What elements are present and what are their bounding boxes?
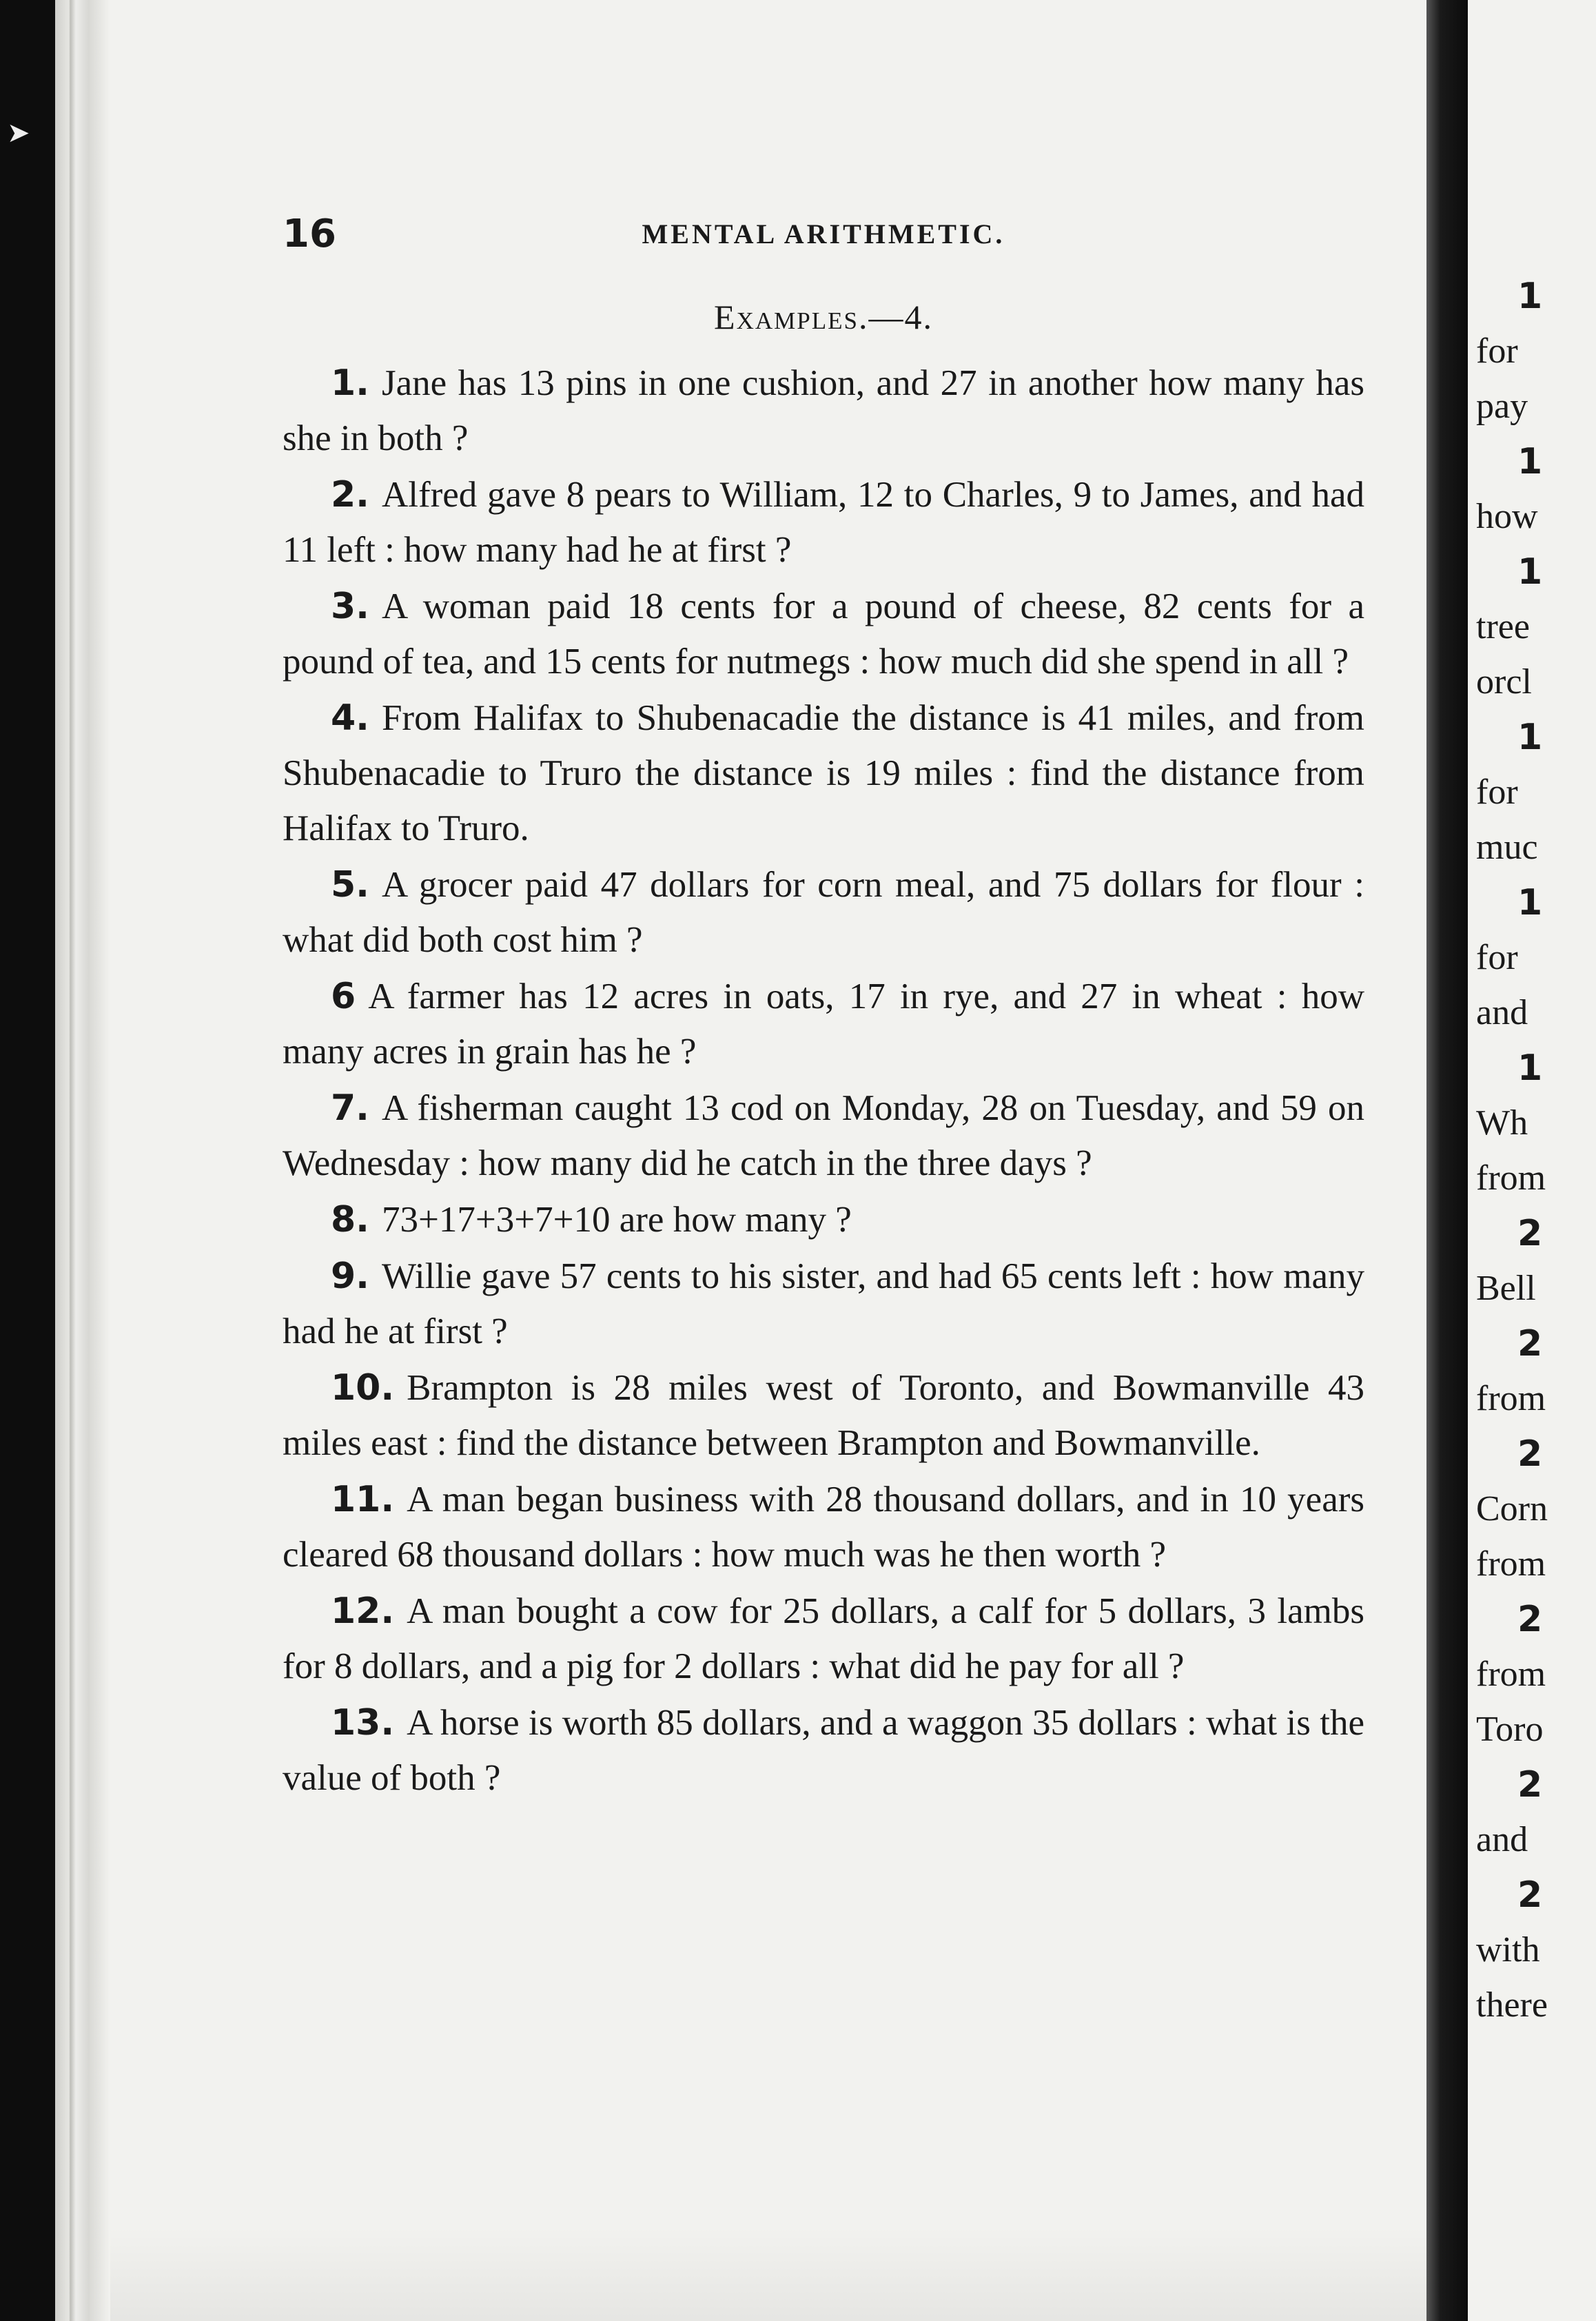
fragment-word: pay xyxy=(1476,387,1528,426)
page-shadow xyxy=(110,2226,1482,2321)
facing-page-fragment xyxy=(1476,269,1596,324)
running-head: MENTAL ARITHMETIC. xyxy=(642,218,1005,249)
problem-item xyxy=(283,969,1364,1079)
facing-page-fragment xyxy=(1476,1647,1596,1702)
facing-page-fragment xyxy=(1476,1868,1596,1923)
facing-page-fragment xyxy=(1476,1592,1596,1647)
problem-number: 5. xyxy=(331,864,369,906)
facing-page-fragment xyxy=(1476,1206,1596,1261)
facing-page-fragment xyxy=(1476,1096,1596,1151)
problem-item xyxy=(283,1360,1364,1471)
facing-page-fragment xyxy=(1476,544,1596,600)
facing-page-fragment xyxy=(1476,324,1596,379)
facing-page-fragment xyxy=(1476,820,1596,875)
facing-page-fragment xyxy=(1476,1923,1596,1978)
fragment-word: and xyxy=(1476,1820,1528,1859)
fragment-number: 2 xyxy=(1517,1764,1543,1806)
fragment-word: Bell xyxy=(1476,1269,1536,1308)
problem-list xyxy=(283,356,1364,1807)
book-gutter xyxy=(1426,0,1468,2321)
problem-number: 12. xyxy=(331,1591,395,1632)
fragment-number: 2 xyxy=(1517,1599,1543,1640)
page-number: 16 xyxy=(283,212,336,256)
problem-item xyxy=(283,1249,1364,1359)
fragment-number: 2 xyxy=(1517,1874,1543,1916)
page-header xyxy=(283,207,1364,262)
problem-item xyxy=(283,1472,1364,1582)
problem-item xyxy=(283,857,1364,968)
scan-arrow-icon: ➤ xyxy=(7,117,30,149)
problem-text: From Halifax to Shubenacadie the distance is 41 miles, and from Shubenacadie to Truro the distance is 19 miles : find the distance from Halifax to Truro. xyxy=(283,698,1364,848)
fragment-word: for xyxy=(1476,938,1518,977)
problem-number: 7. xyxy=(331,1087,369,1129)
facing-page-fragment xyxy=(1476,1151,1596,1206)
facing-page-fragment xyxy=(1476,1702,1596,1757)
fragment-number: 1 xyxy=(1517,717,1543,758)
fragment-word: how xyxy=(1476,497,1538,536)
facing-page-fragment xyxy=(1476,1427,1596,1482)
facing-page-fragment xyxy=(1476,379,1596,434)
facing-page-fragment xyxy=(1476,1316,1596,1371)
facing-page-fragment xyxy=(1476,985,1596,1041)
facing-page-fragments xyxy=(1476,269,1596,2033)
fragment-word: from xyxy=(1476,1379,1546,1418)
facing-page-fragment xyxy=(1476,600,1596,655)
fragment-word: from xyxy=(1476,1544,1546,1584)
fragment-word: and xyxy=(1476,993,1528,1032)
problem-number: 10. xyxy=(331,1367,395,1409)
problem-text: A woman paid 18 cents for a pound of cheese, 82 cents for a pound of tea, and 15 cents for nutmegs : how much did she spend in all ? xyxy=(283,586,1364,682)
fragment-number: 2 xyxy=(1517,1433,1543,1475)
facing-page-fragment xyxy=(1476,1041,1596,1096)
facing-page-fragment xyxy=(1476,1482,1596,1537)
problem-number: 4. xyxy=(331,697,369,739)
problem-number: 3. xyxy=(331,586,369,627)
facing-page-fragment xyxy=(1476,489,1596,544)
facing-page-fragment xyxy=(1476,1261,1596,1316)
problem-text: Alfred gave 8 pears to William, 12 to Charles, 9 to James, and had 11 left : how many had he at first ? xyxy=(283,475,1364,570)
facing-page-fragment xyxy=(1476,875,1596,930)
facing-page-fragment xyxy=(1476,655,1596,710)
fragment-number: 1 xyxy=(1517,551,1543,593)
fragment-word: for xyxy=(1476,773,1518,812)
problem-number: 6 xyxy=(331,976,356,1017)
problem-item xyxy=(283,1584,1364,1694)
problem-text: A farmer has 12 acres in oats, 17 in rye, and 27 in wheat : how many acres in grain has he ? xyxy=(283,977,1364,1072)
problem-item xyxy=(283,356,1364,466)
problem-text: Jane has 13 pins in one cushion, and 27 in another how many has she in both ? xyxy=(283,363,1364,458)
facing-page-fragment xyxy=(1476,1812,1596,1868)
problem-item xyxy=(283,1695,1364,1806)
fragment-word: with xyxy=(1476,1930,1540,1970)
problem-text: 73+17+3+7+10 are how many ? xyxy=(381,1200,852,1240)
fragment-number: 2 xyxy=(1517,1213,1543,1254)
fragment-number: 1 xyxy=(1517,1047,1543,1089)
facing-page-fragment xyxy=(1476,1537,1596,1592)
fragment-word: Wh xyxy=(1476,1103,1528,1143)
problem-number: 1. xyxy=(331,362,369,404)
problem-number: 2. xyxy=(331,474,369,515)
problem-text: A man began business with 28 thousand dollars, and in 10 years cleared 68 thousand dollars : how much was he then worth ? xyxy=(283,1480,1364,1575)
fragment-word: muc xyxy=(1476,828,1538,867)
facing-page xyxy=(1468,0,1596,2321)
scan-border-left xyxy=(0,0,55,2321)
problem-text: A grocer paid 47 dollars for corn meal, and 75 dollars for flour : what did both cost him ? xyxy=(283,865,1364,960)
fragment-word: orcl xyxy=(1476,662,1532,702)
problem-text: A man bought a cow for 25 dollars, a calf for 5 dollars, 3 lambs for 8 dollars, and a pig for 2 dollars : what did he pay for all ? xyxy=(283,1591,1364,1686)
fragment-number: 1 xyxy=(1517,276,1543,317)
fragment-word: from xyxy=(1476,1655,1546,1694)
section-title: Examples.—4. xyxy=(714,298,933,336)
facing-page-fragment xyxy=(1476,765,1596,820)
fragment-word: Corn xyxy=(1476,1489,1548,1528)
problem-item xyxy=(283,691,1364,856)
facing-page-fragment xyxy=(1476,434,1596,489)
problem-item xyxy=(283,1081,1364,1191)
problem-item xyxy=(283,579,1364,689)
fragment-number: 2 xyxy=(1517,1323,1543,1364)
problem-text: Willie gave 57 cents to his sister, and had 65 cents left : how many had he at first ? xyxy=(283,1256,1364,1351)
problem-number: 11. xyxy=(331,1479,395,1520)
fragment-number: 1 xyxy=(1517,882,1543,923)
fragment-number: 1 xyxy=(1517,441,1543,482)
left-page xyxy=(55,0,1426,2321)
facing-page-fragment xyxy=(1476,1371,1596,1427)
facing-page-fragment xyxy=(1476,930,1596,985)
fragment-word: tree xyxy=(1476,607,1530,646)
problem-text: A horse is worth 85 dollars, and a waggon 35 dollars : what is the value of both ? xyxy=(283,1703,1364,1798)
problem-number: 13. xyxy=(331,1702,395,1744)
fragment-word: Toro xyxy=(1476,1710,1544,1749)
problem-number: 8. xyxy=(331,1199,369,1240)
facing-page-fragment xyxy=(1476,710,1596,765)
problem-item xyxy=(283,467,1364,577)
fragment-word: for xyxy=(1476,331,1518,371)
problem-text: Brampton is 28 miles west of Toronto, and Bowmanville 43 miles east : find the distance between Brampton and Bowmanville. xyxy=(283,1368,1364,1463)
facing-page-fragment xyxy=(1476,1757,1596,1812)
facing-page-fragment xyxy=(1476,1978,1596,2033)
binding-edge xyxy=(55,0,110,2321)
fragment-word: there xyxy=(1476,1985,1548,2025)
problem-text: A fisherman caught 13 cod on Monday, 28 on Tuesday, and 59 on Wednesday : how many did he catch in the three days ? xyxy=(283,1088,1364,1183)
problem-item xyxy=(283,1192,1364,1247)
fragment-word: from xyxy=(1476,1158,1546,1198)
problem-number: 9. xyxy=(331,1256,369,1297)
